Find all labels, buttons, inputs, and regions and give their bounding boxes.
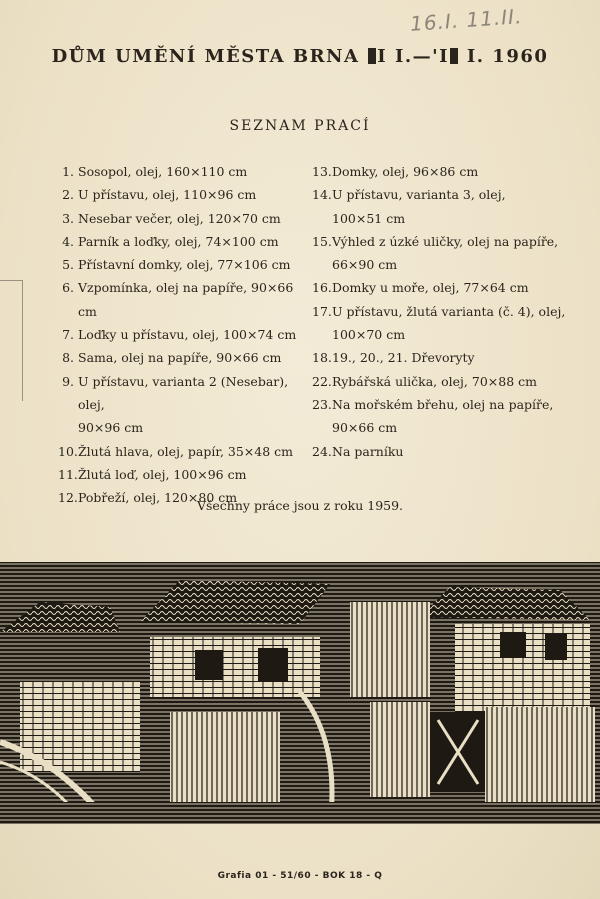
work-item — [58, 276, 308, 323]
work-title: U přístavu, olej, 110×96 cm — [78, 187, 257, 203]
work-item — [312, 183, 572, 206]
work-title: 19., 20., 21. Dřevoryty — [332, 350, 475, 366]
work-number: 8. — [62, 350, 74, 366]
work-item — [312, 300, 572, 323]
work-dimensions-continued: 100×70 cm — [332, 327, 406, 343]
work-title: U přístavu, varianta 3, olej, — [332, 187, 506, 203]
work-title: Pobřeží, olej, 120×80 cm — [78, 490, 238, 506]
work-item — [312, 346, 572, 369]
work-item — [312, 160, 572, 183]
work-title: Přístavní domky, olej, 77×106 cm — [78, 257, 291, 273]
work-title: U přístavu, varianta 2 (Nesebar), olej, — [78, 373, 289, 412]
work-number: 16. — [312, 280, 332, 296]
work-item — [58, 207, 308, 230]
work-title: Výhled z úzké uličky, olej na papíře, — [332, 233, 559, 249]
work-item — [58, 440, 308, 463]
header-dates: I.— — [394, 46, 433, 67]
work-title: Domky, olej, 96×86 cm — [332, 164, 479, 179]
work-dimensions-continued: 66×90 cm — [332, 257, 398, 273]
date-block-1 — [368, 48, 376, 64]
footnote: Všechny práce jsou z roku 1959. — [196, 498, 404, 513]
work-item — [58, 370, 308, 417]
work-item — [58, 323, 308, 346]
work-number: 2. — [62, 187, 74, 203]
work-title: Žlutá loď, olej, 100×96 cm — [78, 466, 247, 482]
work-number: 18. — [312, 350, 332, 366]
work-item — [58, 346, 308, 369]
page-header: DŮM UMĚNÍ MĚSTA BRNA I I.—'I I. 1960 — [51, 46, 549, 67]
works-list-right — [312, 160, 572, 463]
work-number: 1. — [62, 164, 74, 179]
work-item — [312, 393, 572, 416]
work-title: Sosopol, olej, 160×110 cm — [78, 164, 248, 179]
work-item — [312, 370, 572, 393]
work-title: Sama, olej na papíře, 90×66 cm — [78, 350, 282, 366]
work-title: Na parníku — [332, 443, 404, 459]
work-item — [58, 183, 308, 206]
work-title: Domky u moře, olej, 77×64 cm — [332, 280, 529, 296]
header-title: DŮM UMĚNÍ MĚSTA BRNA — [51, 46, 360, 67]
work-item — [58, 160, 308, 183]
work-title: Parník a loďky, olej, 74×100 cm — [78, 233, 279, 249]
handwritten-note: 16.I. 11.II. — [408, 4, 523, 36]
work-item — [312, 276, 572, 299]
work-number: 3. — [62, 210, 74, 226]
work-title: Nesebar večer, olej, 120×70 cm — [78, 210, 281, 226]
work-title: Vzpomínka, olej na papíře, 90×66 cm — [78, 280, 294, 319]
work-item — [58, 253, 308, 276]
work-item — [58, 230, 308, 253]
work-number: 15. — [312, 233, 332, 249]
work-item — [312, 440, 572, 463]
work-item — [312, 230, 572, 253]
works-list-left — [58, 160, 308, 509]
printer-imprint: Grafia 01 - 51/60 - BOK 18 - Q — [217, 871, 383, 881]
work-title: Žlutá hlava, olej, papír, 35×48 cm — [78, 443, 294, 459]
work-number: 17. — [312, 303, 332, 319]
work-title: Rybářská ulička, olej, 70×88 cm — [332, 373, 537, 389]
work-number: 12. — [58, 490, 78, 506]
work-number: 14. — [312, 187, 332, 203]
work-dimensions-continued: 100×51 cm — [332, 210, 406, 226]
date-block-2 — [450, 48, 458, 64]
work-number: 23. — [312, 396, 332, 412]
work-number: 24. — [312, 443, 332, 459]
work-number: 5. — [62, 257, 74, 273]
woodcut-harbor-illustration — [0, 562, 600, 824]
work-number: 22. — [312, 373, 332, 389]
work-dimensions-continued: 90×96 cm — [78, 420, 144, 436]
section-title: SEZNAM PRACÍ — [229, 118, 371, 134]
work-number: 13. — [312, 164, 332, 179]
work-dimensions-continued: 90×66 cm — [332, 420, 398, 436]
work-number: 7. — [62, 327, 74, 343]
work-title: Loďky u přístavu, olej, 100×74 cm — [78, 327, 297, 343]
work-number: 9. — [62, 373, 74, 389]
work-number: 4. — [62, 233, 74, 249]
work-number: 6. — [62, 280, 74, 296]
header-dates-2: I. 1960 — [466, 46, 549, 67]
work-number: 11. — [58, 466, 78, 482]
work-title: Na mořském břehu, olej na papíře, — [332, 396, 554, 412]
work-number: 10. — [58, 443, 78, 459]
work-item — [58, 463, 308, 486]
work-title: U přístavu, žlutá varianta (č. 4), olej, — [332, 303, 566, 319]
margin-pencil-mark — [0, 280, 23, 401]
